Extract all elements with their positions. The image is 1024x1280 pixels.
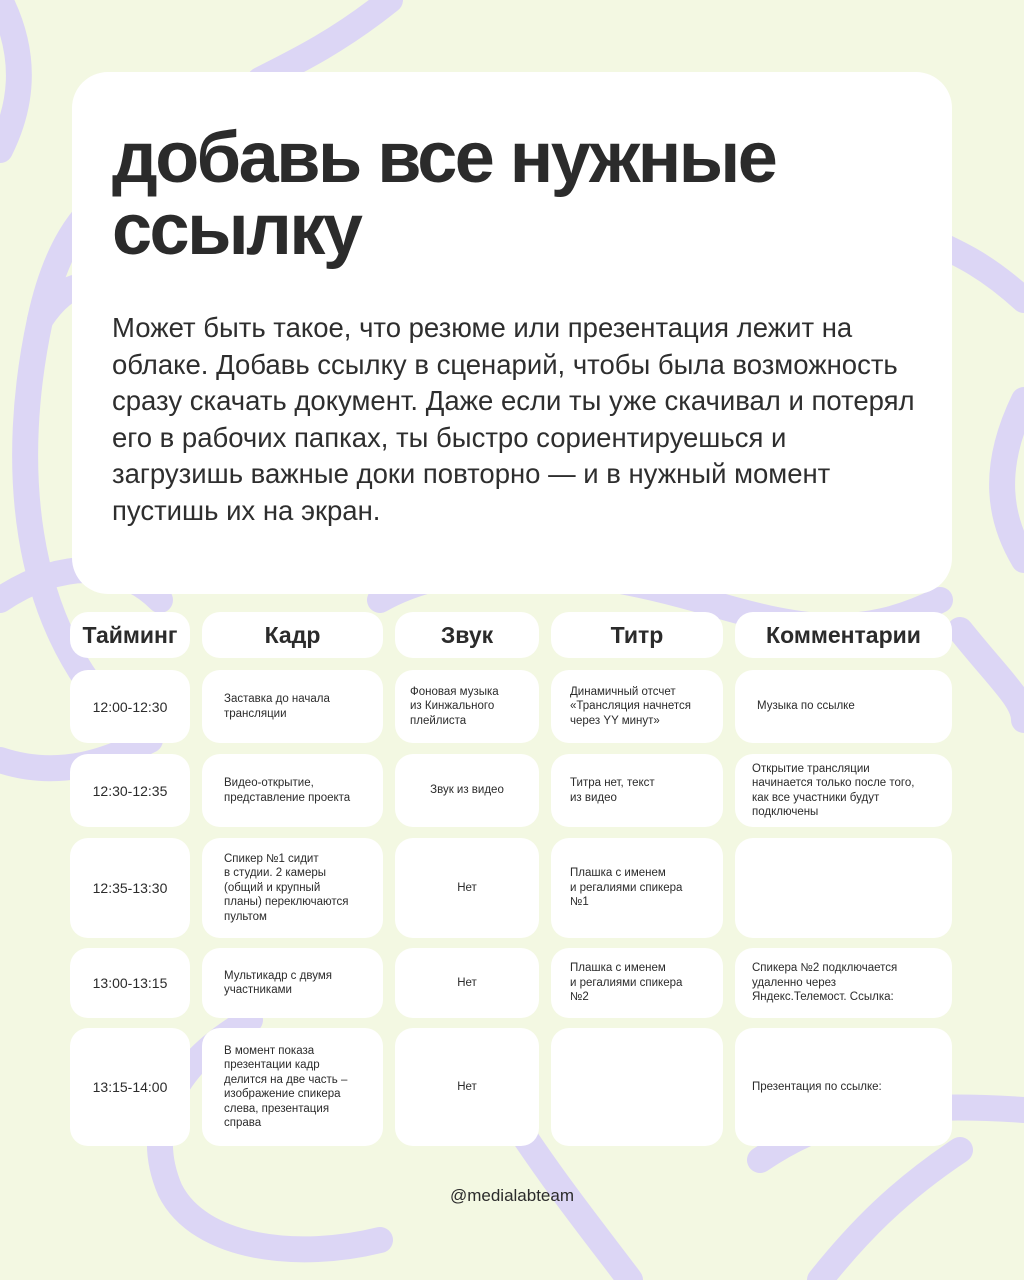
row1-comment: Музыка по ссылке: [735, 670, 952, 743]
row2-caption: Титра нет, текст из видео: [551, 754, 723, 827]
row3-comment: [735, 838, 952, 938]
intro-paragraph: Может быть такое, что резюме или презентация лежит на облаке. Добавь ссылку в сценарий, чтобы была возможность сразу скачать документ. Даже если ты уже скачивал и потерял его в рабочих папках, ты быстро сориентируешься и загрузишь важные доки повторно — и в нужный момент пустишь их на экран.: [112, 312, 915, 526]
header-sound: Звук: [395, 612, 539, 658]
row2-sound: Звук из видео: [395, 754, 539, 827]
row1-caption: Динамичный отсчет «Трансляция начнется через YY минут»: [551, 670, 723, 743]
header-caption: Титр: [551, 612, 723, 658]
footer-handle: @medialabteam: [449, 1186, 575, 1205]
page-title: добавь все нужные ссылку: [112, 118, 776, 270]
header-comments: Комментарии: [735, 612, 952, 658]
row5-sound: Нет: [395, 1028, 539, 1146]
row5-timing: 13:15-14:00: [70, 1028, 190, 1146]
row4-sound: Нет: [395, 948, 539, 1018]
row4-comment: Спикера №2 подключается удаленно через Яндекс.Телемост. Ссылка:: [735, 948, 952, 1018]
row2-comment: Открытие трансляции начинается только после того, как все участники будут подключены: [735, 754, 952, 827]
row5-comment: Презентация по ссылке:: [735, 1028, 952, 1146]
row3-sound: Нет: [395, 838, 539, 938]
row5-caption: [551, 1028, 723, 1146]
row4-frame: Мультикадр с двумя участниками: [202, 948, 383, 1018]
row3-frame: Спикер №1 сидит в студии. 2 камеры (общий и крупный планы) переключаются пультом: [202, 838, 383, 938]
header-timing: Тайминг: [70, 612, 190, 658]
row1-timing: 12:00-12:30: [70, 670, 190, 743]
row1-sound: Фоновая музыка из Кинжального плейлиста: [395, 670, 539, 743]
row2-timing: 12:30-12:35: [70, 754, 190, 827]
row2-frame: Видео-открытие, представление проекта: [202, 754, 383, 827]
row3-timing: 12:35-13:30: [70, 838, 190, 938]
row3-caption: Плашка с именем и регалиями спикера №1: [551, 838, 723, 938]
row5-frame: В момент показа презентации кадр делится на две часть – изображение спикера слева, презентация справа: [202, 1028, 383, 1146]
row4-caption: Плашка с именем и регалиями спикера №2: [551, 948, 723, 1018]
row1-frame: Заставка до начала трансляции: [202, 670, 383, 743]
header-frame: Кадр: [202, 612, 383, 658]
row4-timing: 13:00-13:15: [70, 948, 190, 1018]
intro-card: [72, 72, 952, 594]
